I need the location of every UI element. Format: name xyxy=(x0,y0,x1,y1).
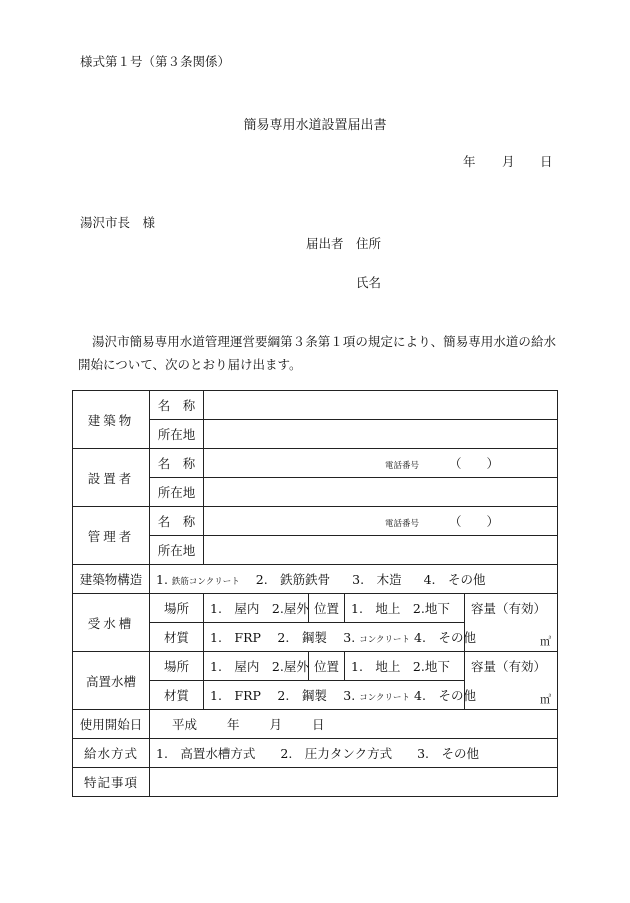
start-date-month: 月 xyxy=(269,717,282,732)
structure-label: 建築物構造 xyxy=(73,565,150,594)
start-date-year: 年 xyxy=(226,717,240,732)
installer-location-field[interactable] xyxy=(204,478,558,507)
start-date-field[interactable] xyxy=(150,710,558,739)
building-location-field[interactable] xyxy=(204,420,558,449)
structure-option-3: 3. 木造 xyxy=(352,572,402,587)
installer-tel-parens: （ ） xyxy=(448,456,499,471)
form-number: 様式第１号（第３条関係） xyxy=(80,54,231,69)
installer-location-label: 所在地 xyxy=(150,478,204,507)
structure-options[interactable] xyxy=(150,565,558,594)
body-text: 湯沢市簡易専用水道管理運営要綱第３条第１項の規定により、簡易専用水道の給水開始について、次のとおり届け出ます。 xyxy=(78,334,556,372)
manager-tel-label: 電話番号 xyxy=(384,519,419,529)
installer-name-row xyxy=(73,449,558,478)
elevated-tank-position-label: 位置 xyxy=(309,652,345,681)
installer-name-label: 名 称 xyxy=(150,449,204,478)
receiving-tank-material-opt1: 1. FRP 2. 鋼製 3. xyxy=(210,630,356,645)
remarks-field[interactable] xyxy=(150,768,558,797)
structure-option-4: 4. その他 xyxy=(423,572,486,587)
elevated-tank-place-options[interactable]: 1. 屋内 2.屋外 xyxy=(204,652,309,681)
remarks-label: 特記事項 xyxy=(73,768,150,797)
receiving-tank-position-label: 位置 xyxy=(309,594,345,623)
manager-label: 管理者 xyxy=(73,507,150,565)
building-name-label: 名 称 xyxy=(150,391,204,420)
receiving-tank-position-options[interactable]: 1. 地上 2.地下 xyxy=(345,594,465,623)
structure-option-1: 鉄筋コンクリート xyxy=(171,577,240,587)
building-name-row xyxy=(73,391,558,420)
manager-location-field[interactable] xyxy=(204,536,558,565)
addressee: 湯沢市長 様 xyxy=(80,215,156,230)
building-location-label: 所在地 xyxy=(150,420,204,449)
receiving-tank-material-label: 材質 xyxy=(150,623,204,652)
elevated-tank-material-opt2: コンクリート xyxy=(359,693,411,703)
installer-tel-label: 電話番号 xyxy=(384,461,419,471)
building-name-field[interactable] xyxy=(204,391,558,420)
document-title: 簡易専用水道設置届出書 xyxy=(243,118,387,133)
receiving-tank-capacity-unit: ㎥ xyxy=(540,635,551,648)
structure-option-1-number: 1. xyxy=(156,572,168,587)
receiving-tank-material-opt2: コンクリート xyxy=(359,635,411,645)
supply-method-options[interactable]: 1. 高置水槽方式 2. 圧力タンク方式 3. その他 xyxy=(150,739,558,768)
elevated-tank-capacity[interactable] xyxy=(465,652,558,710)
receiving-tank-place-row xyxy=(73,594,558,623)
date-year: 年 xyxy=(463,154,476,169)
building-label: 建築物 xyxy=(73,391,150,449)
name-label: 氏名 xyxy=(356,275,382,290)
start-date-day: 日 xyxy=(311,717,325,732)
installer-name-field[interactable] xyxy=(204,449,558,478)
structure-option-2: 2. 鉄筋鉄骨 xyxy=(255,572,331,587)
manager-location-label: 所在地 xyxy=(150,536,204,565)
start-date-era: 平成 xyxy=(171,717,197,732)
manager-tel-parens: （ ） xyxy=(448,514,499,529)
remarks-row xyxy=(73,768,558,797)
elevated-tank-position-options[interactable]: 1. 地上 2.地下 xyxy=(345,652,465,681)
structure-row xyxy=(73,565,558,594)
start-date-label: 使用開始日 xyxy=(73,710,150,739)
elevated-tank-material-options[interactable] xyxy=(204,681,476,710)
start-date-row xyxy=(73,710,558,739)
receiving-tank-label: 受水槽 xyxy=(73,594,150,652)
receiving-tank-material-opt3: 4. その他 xyxy=(414,630,476,645)
elevated-tank-label: 高置水槽 xyxy=(73,652,150,710)
manager-name-label: 名 称 xyxy=(150,507,204,536)
installer-label: 設置者 xyxy=(73,449,150,507)
supply-method-label: 給水方式 xyxy=(73,739,150,768)
receiving-tank-capacity[interactable] xyxy=(465,594,558,652)
supply-method-row xyxy=(73,739,558,768)
elevated-tank-material-label: 材質 xyxy=(150,681,204,710)
date-month: 月 xyxy=(502,154,515,169)
notifier-label: 届出者 xyxy=(306,236,344,251)
elevated-tank-capacity-label: 容量（有効） xyxy=(471,659,547,674)
receiving-tank-capacity-label: 容量（有効） xyxy=(471,601,547,616)
elevated-tank-capacity-unit: ㎥ xyxy=(540,693,551,706)
elevated-tank-place-row xyxy=(73,652,558,681)
date-day: 日 xyxy=(540,154,553,169)
receiving-tank-place-options[interactable]: 1. 屋内 2.屋外 xyxy=(204,594,309,623)
notification-form-table xyxy=(72,390,558,797)
elevated-tank-material-opt1: 1. FRP 2. 鋼製 3. xyxy=(210,688,356,703)
elevated-tank-material-opt3: 4. その他 xyxy=(414,688,476,703)
address-label: 住所 xyxy=(356,236,382,251)
manager-name-field[interactable] xyxy=(204,507,558,536)
manager-name-row xyxy=(73,507,558,536)
elevated-tank-place-label: 場所 xyxy=(150,652,204,681)
receiving-tank-place-label: 場所 xyxy=(150,594,204,623)
receiving-tank-material-options[interactable] xyxy=(204,623,476,652)
